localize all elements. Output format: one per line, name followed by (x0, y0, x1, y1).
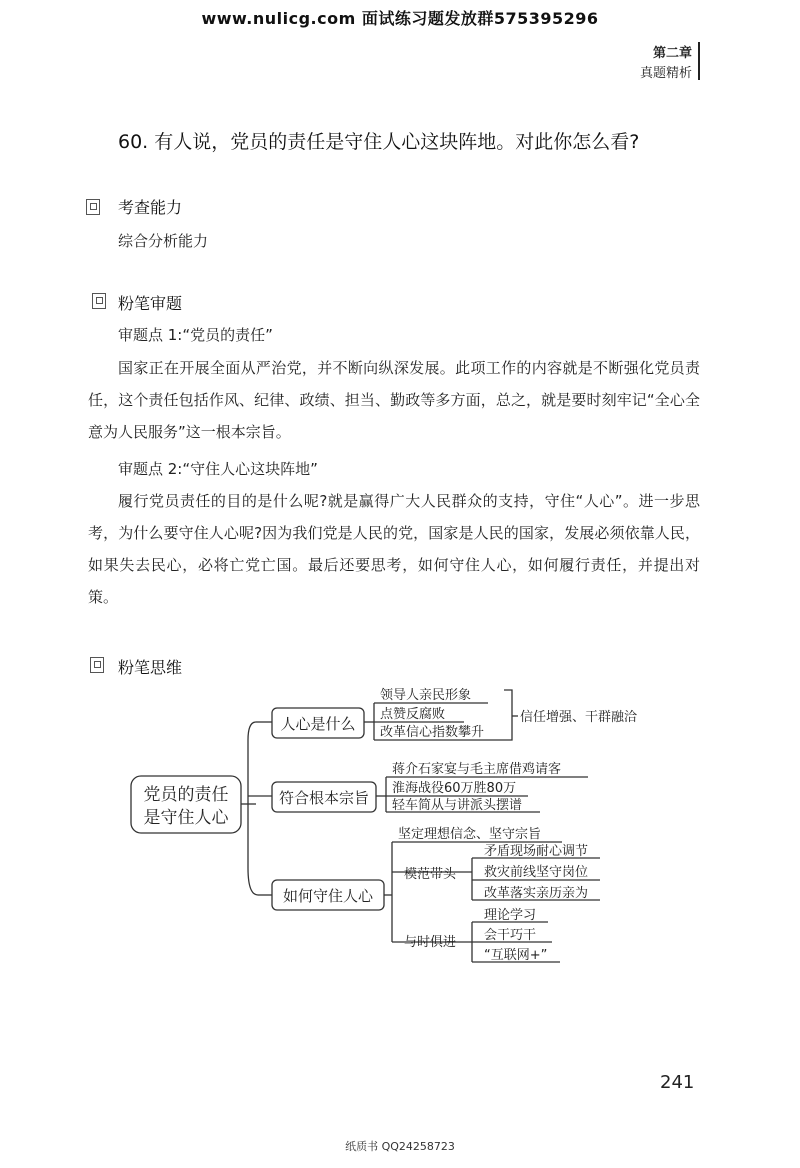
mind-map-leaf: 救灾前线坚守岗位 (484, 865, 589, 880)
mind-map-leaf: 领导人亲民形象 (380, 688, 472, 703)
mind-map-leaf: 矛盾现场耐心调节 (484, 844, 589, 859)
chapter-subtitle: 真题精析 (639, 66, 692, 81)
page-number: 241 (660, 1072, 695, 1093)
mind-map-leaf: “互联网+” (484, 948, 548, 963)
mind-map-leaf: 轻车简从与讲派头摆谱 (392, 798, 523, 813)
mind-map-root-line1: 党员的责任 (143, 785, 229, 805)
section-title-review: 粉笔审题 (118, 294, 183, 313)
mind-map-leaf: 淮海战役60万胜80万 (392, 781, 517, 796)
review-point-1: 审题点 1:“党员的责任” (118, 326, 273, 344)
mind-map-leaf: 点赞反腐败 (380, 707, 446, 722)
mind-map-leaf: 理论学习 (484, 908, 537, 923)
mind-map-leaf: 蒋介石家宴与毛主席借鸡请客 (392, 762, 562, 777)
review-paragraph-2: 履行党员责任的目的是什么呢?就是赢得广大人民群众的支持，守住“人心”。进一步思考，为什么要守住人心呢?因为我们党是人民的党，国家是人民的国家，发展必须依靠人民，如果失去民心，必将亡党亡国。最后还要思考，如何守住人心，如何履行责任，并提出对策。 (88, 492, 700, 606)
mind-map-leaf: 会干巧干 (484, 928, 537, 943)
mind-map-sub-label: 模范带头 (404, 867, 457, 882)
mind-map-leaf: 改革落实亲历亲为 (484, 886, 589, 901)
mind-map-branch3-label: 如何守住人心 (282, 887, 374, 905)
mind-map-root-line2: 是守住人心 (143, 808, 229, 828)
footer-text: 纸质书 QQ24258723 (345, 1140, 455, 1153)
mind-map-summary: 信任增强、干群融洽 (520, 710, 638, 725)
ability-content: 综合分析能力 (118, 232, 209, 250)
mind-map-leaf: 坚定理想信念、坚守宗旨 (398, 827, 542, 842)
review-point-2: 审题点 2:“守住人心这块阵地” (118, 460, 318, 478)
mind-map-branch1-label: 人心是什么 (280, 715, 356, 733)
section-title-ability: 考查能力 (118, 198, 183, 217)
chapter-title: 第二章 (652, 46, 692, 61)
mind-map-leaf: 改革信心指数攀升 (380, 725, 485, 740)
header-watermark: www.nulicg.com 面试练习题发放群575395296 (201, 9, 599, 28)
mind-map-sub-label: 与时俱进 (404, 935, 457, 950)
section-title-mindmap: 粉笔思维 (118, 658, 183, 677)
mind-map-branch2-label: 符合根本宗旨 (278, 789, 370, 807)
question-title: 60. 有人说，党员的责任是守住人心这块阵地。对此你怎么看? (118, 131, 640, 153)
review-paragraph-1: 国家正在开展全面从严治党，并不断向纵深发展。此项工作的内容就是不断强化党员责任，这个责任包括作风、纪律、政绩、担当、勤政等多方面，总之，就是要时刻牢记“全心全意为人民服务”这一根本宗旨。 (88, 359, 700, 441)
